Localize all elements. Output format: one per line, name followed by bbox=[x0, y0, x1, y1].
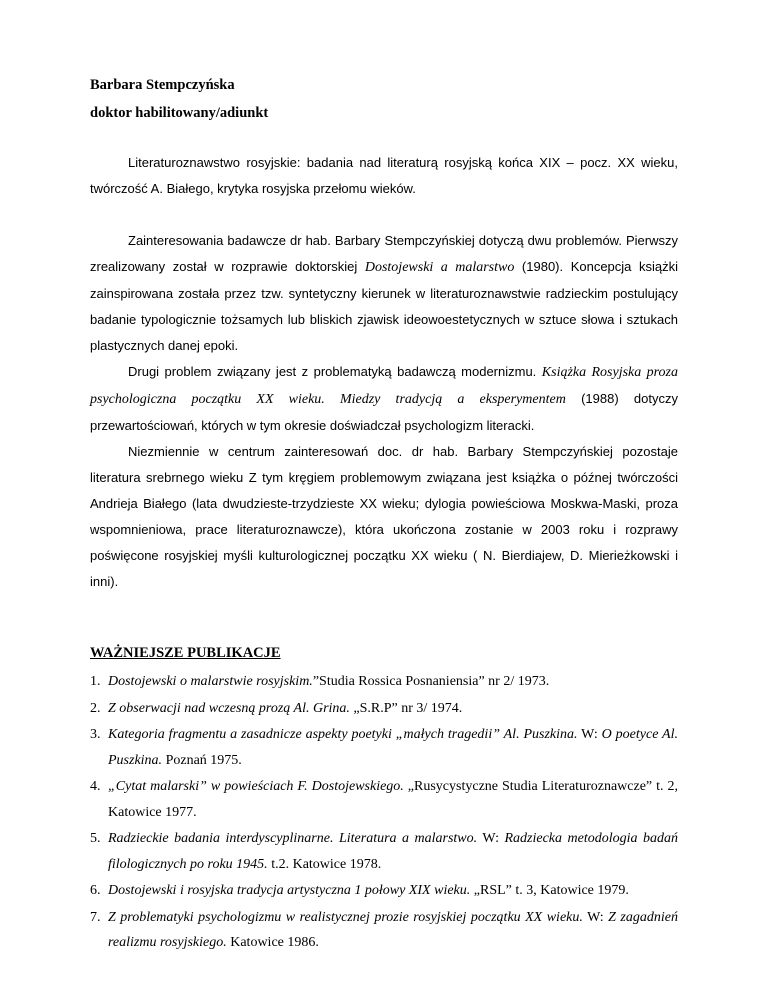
publication-title: Dostojewski i rosyjska tradycja artystyczna 1 połowy XIX wieku. bbox=[108, 883, 471, 898]
paragraph-italic-title: Dostojewski a malarstwo bbox=[364, 260, 515, 275]
publication-item bbox=[90, 696, 678, 722]
publication-item bbox=[90, 669, 678, 695]
publication-title: Z obserwacji nad wczesną prozą Al. Grina. bbox=[108, 700, 350, 716]
author-name: Barbara Stempczyńska bbox=[90, 77, 235, 93]
publication-source: ”Studia Rossica Posnaniensia” nr 2/ 1973. bbox=[312, 674, 550, 689]
research-field: Literaturoznawstwo rosyjskie: badania nad literaturą rosyjską końca XIX – pocz. XX wieku, twórczość A. Białego, krytyka rosyjska przełomu wieków. bbox=[90, 155, 678, 196]
publication-item bbox=[90, 905, 678, 956]
publication-item bbox=[90, 722, 678, 773]
publication-title: Dostojewski o malarstwie rosyjskim. bbox=[108, 674, 313, 689]
paragraph-research-1 bbox=[90, 228, 678, 359]
publication-collection: O poetyce Al. Puszkina. bbox=[108, 727, 678, 768]
publication-source: W: bbox=[577, 727, 602, 742]
paragraph-text: Zainteresowania badawcze dr hab. Barbary Stempczyńskiej dotyczą dwu problemów. Pierwszy zrealizowany został w rozprawie doktorskiej bbox=[90, 233, 678, 274]
publication-item bbox=[90, 826, 678, 877]
publication-title: Z problematyki psychologizmu w realistycznej prozie rosyjskiej początku XX wieku. bbox=[108, 909, 583, 925]
publication-item bbox=[90, 774, 678, 825]
paragraph-research-2 bbox=[90, 359, 678, 439]
publication-number: 3. bbox=[90, 727, 101, 742]
paragraph-text: (1980). Koncepcja książki zainspirowana została przez tzw. syntetyczny kierunek w literaturoznawstwie radzieckim postulujący badanie typologicznie tożsamych lub bliskich zjawisk ideowoestetycznych w sztuce słowa i sztukach plastycznych danej epoki. bbox=[90, 259, 678, 353]
publication-number: 1. bbox=[90, 674, 101, 689]
publications-list bbox=[90, 669, 678, 956]
paragraph-text: Drugi problem związany jest z problematyką badawczą modernizmu. bbox=[128, 364, 542, 379]
publication-source: W: bbox=[477, 831, 505, 846]
publication-number: 5. bbox=[90, 831, 101, 846]
paragraph-text: (1988) dotyczy przewartościowań, których w tym okresie doświadczał psychologizm literacki. bbox=[90, 391, 678, 433]
paragraph-research-3 bbox=[90, 439, 678, 595]
publication-number: 6. bbox=[90, 883, 101, 898]
publication-number: 4. bbox=[90, 779, 101, 794]
paragraph-italic-title: Książka Rosyjska proza psychologiczna początku XX wieku. Miedzy tradycją a eksperymentem bbox=[90, 365, 678, 407]
publication-number: 7. bbox=[90, 909, 101, 925]
publication-item bbox=[90, 878, 678, 904]
publication-number: 2. bbox=[90, 700, 101, 716]
paragraph-text: Niezmiennie w centrum zainteresowań doc. dr hab. Barbary Stempczyńskiej pozostaje literatura srebrnego wieku Z tym kręgiem problemowym związana jest książka o późnej twórczości Andrieja Białego (lata dwudzieste-trzydzieste XX wieku; dylogia powieściowa Moskwa-Maski, proza wspomnieniowa, prace literaturoznawcze), która ukończona zostanie w 2003 roku i rozprawy poświęcone rosyjskiej myśli kulturologicznej początku XX wieku ( N. Bierdiajew, D. Mierieżkowski i inni). bbox=[90, 444, 678, 589]
publication-source: „S.R.P” nr 3/ 1974. bbox=[349, 700, 463, 716]
publication-collection: Z zagadnień realizmu rosyjskiego. bbox=[108, 909, 678, 950]
publication-title: „Cytat malarski” w powieściach F. Dostojewskiego. bbox=[108, 779, 404, 794]
publication-source: W: bbox=[582, 909, 609, 925]
publication-title: Kategoria fragmentu a zasadnicze aspekty poetyki „małych tragedii” Al. Puszkina. bbox=[108, 727, 578, 742]
document-page bbox=[90, 74, 678, 957]
publication-place: t.2. Katowice 1978. bbox=[267, 856, 382, 872]
publication-place: Poznań 1975. bbox=[162, 752, 242, 768]
publication-source: „Rusycystyczne Studia Literaturoznawcze” t. 2, Katowice 1977. bbox=[108, 779, 678, 820]
publication-source: „RSL” t. 3, Katowice 1979. bbox=[470, 883, 629, 898]
publications-heading: WAŻNIEJSZE PUBLIKACJE bbox=[90, 645, 281, 661]
author-title: doktor habilitowany/adiunkt bbox=[90, 105, 269, 121]
publication-title: Radzieckie badania interdyscyplinarne. Literatura a malarstwo. bbox=[108, 831, 478, 846]
publication-place: Katowice 1986. bbox=[226, 935, 319, 950]
publication-collection: Radziecka metodologia badań filologicznych po roku 1945. bbox=[108, 831, 678, 872]
